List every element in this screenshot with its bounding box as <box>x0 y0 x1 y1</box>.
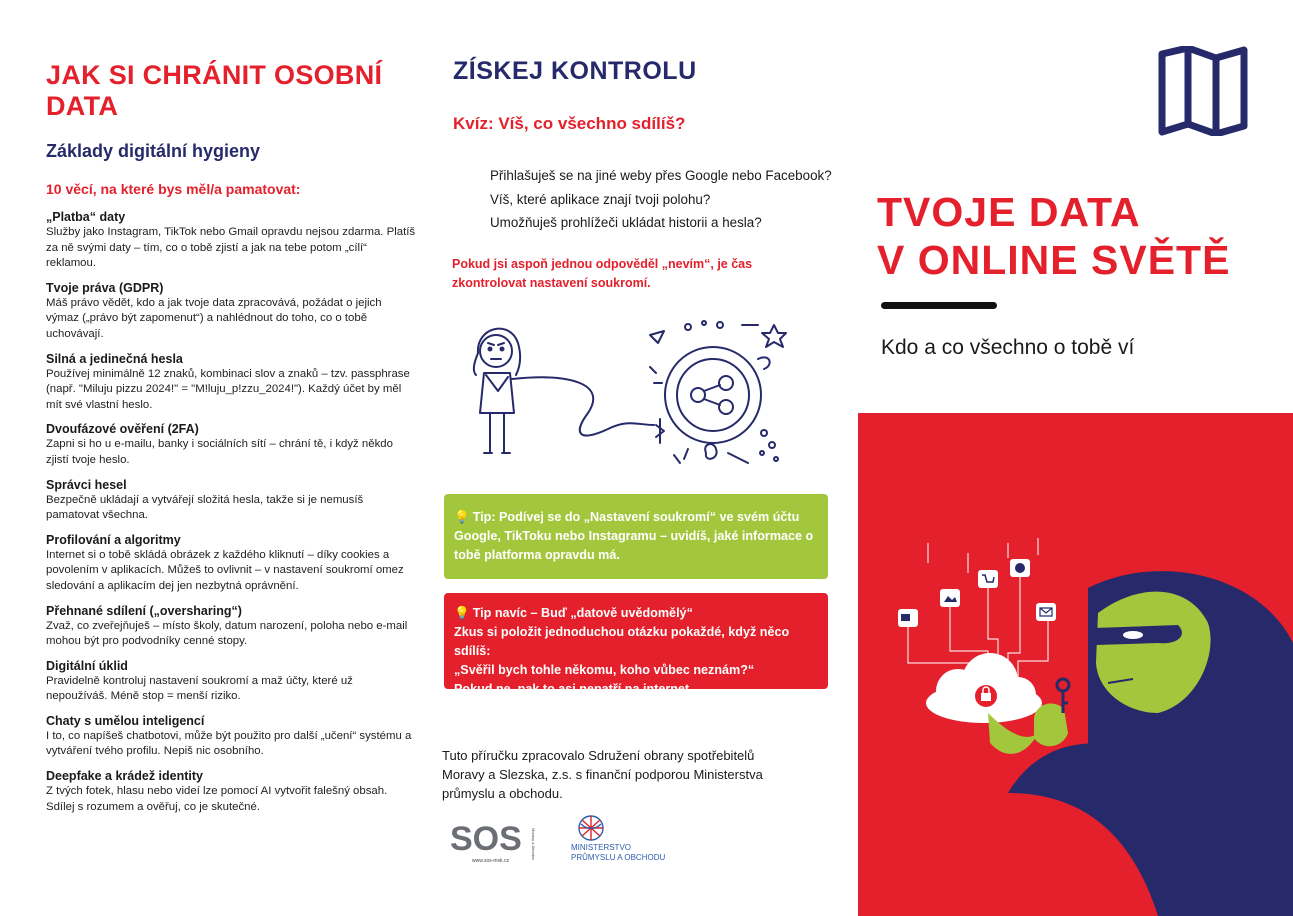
tip-item <box>46 658 416 705</box>
control-title: ZÍSKEJ KONTROLU <box>453 57 697 85</box>
tip-heading: Tvoje práva (GDPR) <box>46 280 164 295</box>
tip-heading: Chaty s umělou inteligencí <box>46 713 205 728</box>
tip-body: Zvaž, co zveřejňuješ – místo školy, datum narození, poloha nebo e-mail mohou být pro podvodníky cenné stopy. <box>46 619 408 648</box>
tip-heading: Přehnané sdílení („oversharing“) <box>46 603 242 618</box>
tip-green-text: Tip: Podívej se do „Nastavení soukromí“ ve svém účtu Google, TikToku nebo Instagramu – uvidíš, jaké informace o tobě platforma opravdu má. <box>454 510 814 562</box>
tip-body: Bezpečně ukládají a vytvářejí složitá hesla, takže si je nemusíš pamatovat všechna. <box>46 493 364 522</box>
svg-text:Moravy a Slezska: Moravy a Slezska <box>531 828 536 860</box>
tip-item <box>46 768 416 815</box>
section-title: JAK SI CHRÁNIT OSOBNÍ DATA <box>46 60 383 121</box>
tip-body: Používej minimálně 12 znaků, kombinaci slov a znaků – tzv. passphrase (např. "Miluju pizzu 2024!" = "M!luju_p!zzu_2024!"). Každý účet by měl mít své vlastní heslo. <box>46 367 410 411</box>
cover-title-line1: TVOJE DATA <box>877 189 1141 235</box>
tip-body: Z tvých fotek, hlasu nebo videí lze pomocí AI vytvořit falešný obsah. Sdílej s rozumem a ověřuj, co je skutečné. <box>46 785 388 813</box>
tip-item <box>46 209 416 272</box>
credit-text: Tuto příručku zpracovalo Sdružení obrany spotřebitelů Moravy a Slezska, z.s. s finanční podporou Ministerstva průmyslu a obchodu. <box>442 748 763 801</box>
tip-heading: Deepfake a krádež identity <box>46 769 204 784</box>
tip-body: Služby jako Instagram, TikTok nebo Gmail opravdu nejsou zdarma. Platíš za ně svými daty – tím, co o tobě zjistí a jak na tebe potom „cílí“ reklamou. <box>46 226 416 270</box>
tip-body: Máš právo vědět, kdo a jak tvoje data zpracovává, požádat o jejich výmaz („právo být zapomenut“) a nahlédnout do toho, co o tobě uchovávají. <box>46 296 382 340</box>
app-icons <box>898 559 1056 627</box>
tip-body: Pravidelně kontroluj nastavení soukromí a maž účty, které už nepoužíváš. Méně stop = menší riziko. <box>46 674 353 703</box>
cover-title <box>877 188 1230 284</box>
tip-red-line: Pokud ne, pak to asi nepatří na internet. <box>454 682 693 696</box>
quiz-questions <box>490 164 840 235</box>
quiz-question: Přihlašuješ se na jiné weby přes Google nebo Facebook? <box>490 168 832 183</box>
sos-logo <box>448 818 540 866</box>
share-circle-outer <box>665 347 761 443</box>
tip-heading: Správci hesel <box>46 477 127 492</box>
hacker-figure <box>988 571 1293 916</box>
tip-item <box>46 351 416 414</box>
tip-body: Zapni si ho u e-mailu, banky i sociálních sítí – chrání tě, i když někdo zjistí tvoje heslo. <box>46 438 393 466</box>
star-doodle <box>762 325 786 347</box>
tips-list <box>46 209 416 823</box>
quiz-title: Kvíz: Víš, co všechno sdílíš? <box>453 114 686 133</box>
tip-item <box>46 477 416 524</box>
quiz-question: Víš, které aplikace znají tvoji polohu? <box>490 191 711 207</box>
mpo-logo-line1: MINISTERSTVO <box>571 843 632 852</box>
cover-title-line2: V ONLINE SVĚTĚ <box>877 237 1231 283</box>
quiz-note: Pokud jsi aspoň jednou odpověděl „nevím“, je čas zkontrolovat nastavení soukromí. <box>452 257 753 290</box>
tip-item <box>46 603 416 650</box>
tips-lead: 10 věcí, na které bys měl/a pamatovat: <box>46 181 301 197</box>
sharing-illustration <box>458 313 798 473</box>
sos-logo-letters: SOS <box>450 820 522 858</box>
tip-item <box>46 713 416 760</box>
map-icon <box>1158 46 1248 136</box>
mpo-logo <box>567 814 677 864</box>
title-underline <box>881 302 997 309</box>
tip-heading: „Platba“ daty <box>46 210 126 224</box>
tip-heading: Dvoufázové ověření (2FA) <box>46 422 199 437</box>
tip-red-heading: Tip navíc – Buď „datově uvědomělý“ <box>472 606 693 620</box>
tip-red-line: „Svěřil bych tohle někomu, koho vůbec neznám?“ <box>454 663 755 677</box>
tip-item <box>46 532 416 595</box>
lightbulb-icon: 💡 <box>454 510 470 524</box>
tip-heading: Silná a jedinečná hesla <box>46 351 183 366</box>
tip-box-green <box>444 494 828 579</box>
cover-subtitle: Kdo a co všechno o tobě ví <box>881 336 1135 359</box>
share-icon <box>691 388 705 402</box>
girl-dress <box>480 373 514 413</box>
girl-head <box>480 335 512 367</box>
tip-red-line: Zkus si položit jednoduchou otázku pokaždé, když něco sdílíš: <box>454 625 790 658</box>
tip-heading: Profilování a algoritmy <box>46 532 181 547</box>
section-subtitle: Základy digitální hygieny <box>46 141 261 161</box>
mpo-logo-line2: PRŮMYSLU A OBCHODU <box>571 853 666 862</box>
quiz-question: Umožňuješ prohlížeči ukládat historii a hesla? <box>490 215 762 230</box>
tip-body: Internet si o tobě skládá obrázek z každého kliknutí – díky cookies a povolením v aplikacích. Můžeš to ovlivnit – v nastavení soukromí omez sledování a aplikacím dej jen nezbytná oprávnění. <box>46 548 404 592</box>
cable-line <box>512 377 654 435</box>
tip-item <box>46 280 416 343</box>
tip-heading: Digitální úklid <box>46 658 128 673</box>
tip-box-red <box>444 593 828 696</box>
tip-body: I to, co napíšeš chatbotovi, může být použito pro další „učení“ systému a vytváření tvého profilu. Nepiš nic osobního. <box>46 729 412 758</box>
lightbulb-icon: 💡 <box>454 606 470 620</box>
sos-logo-url: www.sos-msk.cz <box>472 858 509 864</box>
tip-item <box>46 421 416 468</box>
hacker-illustration <box>858 413 1293 916</box>
